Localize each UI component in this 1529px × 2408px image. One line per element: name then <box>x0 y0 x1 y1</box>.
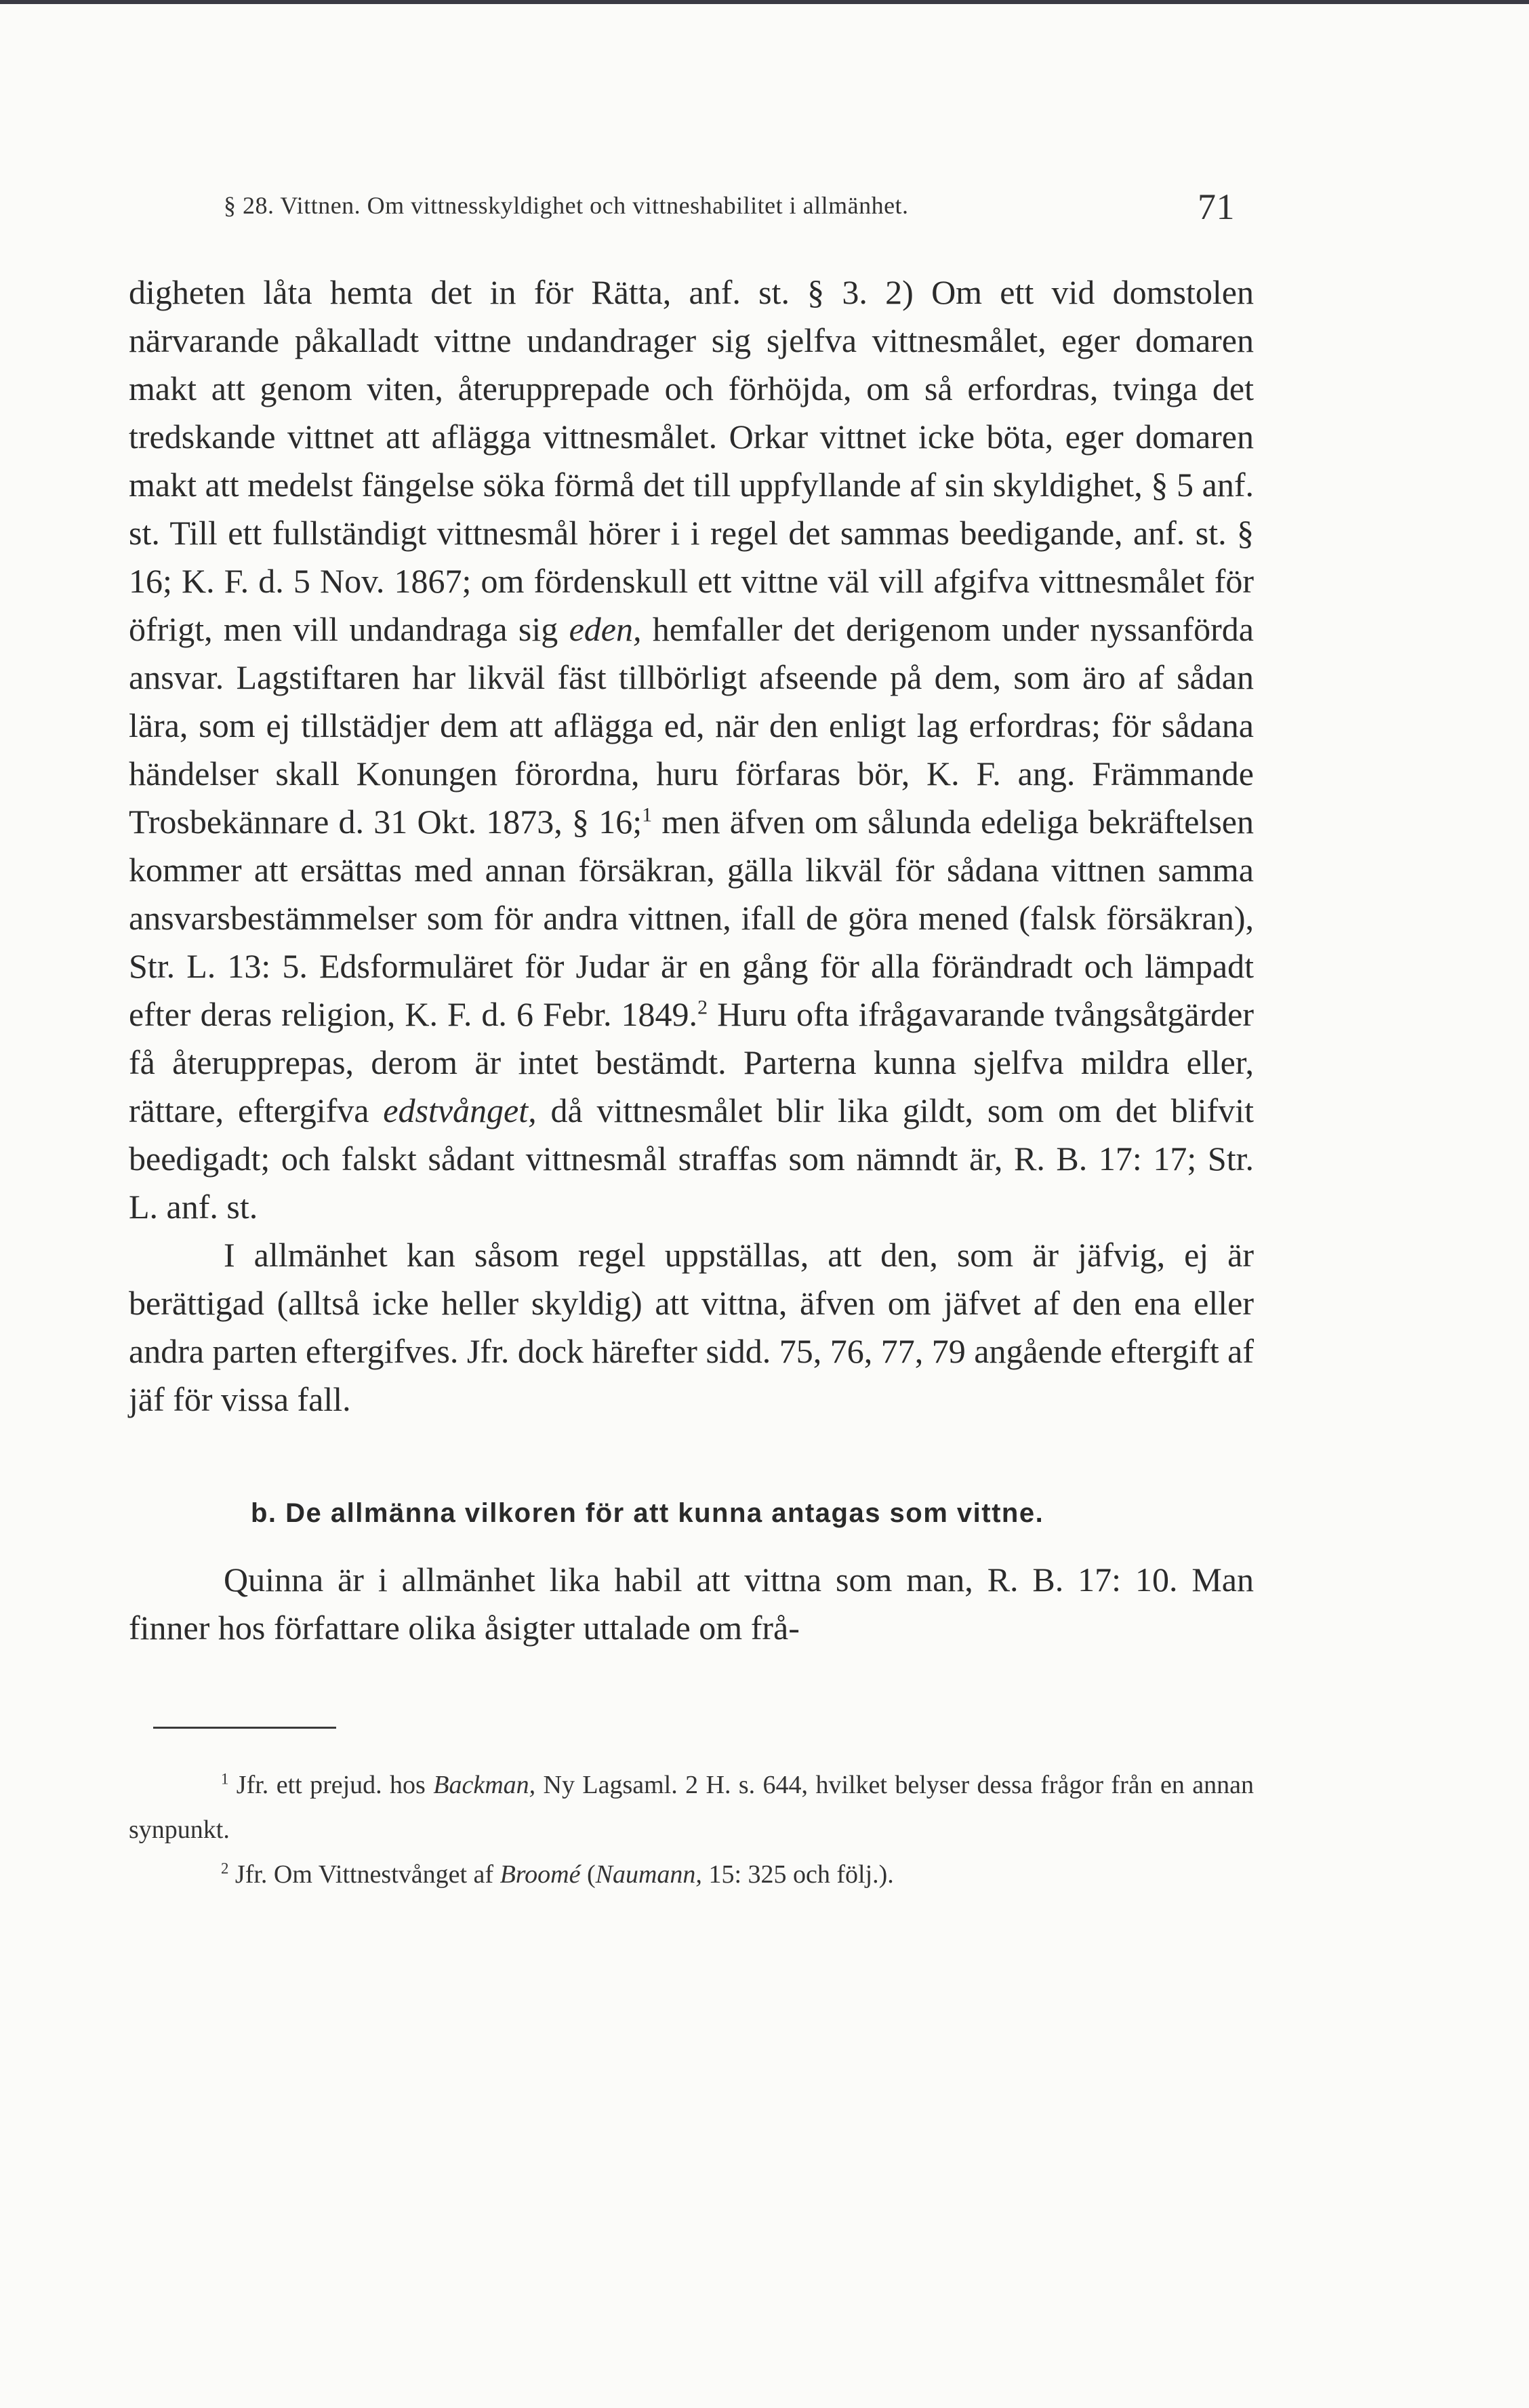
page-number: 71 <box>1198 186 1235 227</box>
text-segment: men äfven om sålunda edeliga bekräftelsen kommer att ersättas med annan försäkran, gälla likväl för sådana vittnen samma ansvarsbestämmelser som för andra vittnen, ifall de göra mened (falsk försäkran), Str. L. 13: 5. Edsformuläret för Judar är en gång för alla förändradt och lämpadt efter deras religion, K. F. d. 6 Febr. 1849. <box>129 803 1254 1033</box>
running-head-title: § 28. Vittnen. Om vittnesskyldighet och vittneshabilitet i allmänhet. <box>224 192 909 219</box>
text-segment: då vittnesmålet blir lika gildt, som om det blifvit beedigadt; och falskt sådant vittnesmål straffas som nämndt är, R. B. 17: 17; Str. L. anf. st. <box>129 1091 1254 1226</box>
emphasis-text: edstvånget, <box>383 1091 537 1129</box>
book-page <box>129 183 1254 1897</box>
footnote <box>129 1763 1254 1852</box>
footnote-marker: 2 <box>697 996 708 1019</box>
footnote-number: 1 <box>221 1770 229 1788</box>
section-text <box>129 1556 1254 1652</box>
footnotes <box>129 1763 1254 1897</box>
text-segment: hemfaller det derigenom under nyssanförda ansvar. Lagstiftaren har likväl fäst tillbörligt afseende på dem, som äro af sådan lära, som ej tillstädjer dem att aflägga ed, när den enligt lag erfordras; för sådana händelser skall Konungen förordna, huru förfaras bör, K. F. ang. Främmande Trosbekännare d. 31 Okt. 1873, § 16; <box>129 610 1254 841</box>
section-heading: b. De allmänna vilkoren för att kunna antagas som vittne. <box>251 1498 1044 1528</box>
text-segment: I allmänhet kan såsom regel uppställas, att den, som är jäfvig, ej är berättigad (alltså icke heller skyldig) att vittna, äfven om jäfvet af den ena eller andra parten eftergifves. Jfr. dock härefter sidd. 75, 76, 77, 79 angående eftergift af jäf för vissa fall. <box>129 1236 1255 1418</box>
footnote-rule <box>153 1727 336 1729</box>
footnote-number: 2 <box>221 1860 229 1877</box>
emphasis-text: Broomé <box>500 1860 581 1889</box>
footnote-marker: 1 <box>642 803 653 826</box>
emphasis-text: Backman, <box>433 1771 536 1799</box>
page-top-border <box>0 0 1529 4</box>
main-text <box>129 268 1254 1424</box>
text-segment: Ny Lagsaml. 2 H. s. 644, hvilket belyser dessa frågor från en annan synpunkt. <box>129 1771 1255 1844</box>
emphasis-text: eden, <box>569 610 642 648</box>
running-head <box>129 183 1254 230</box>
footnote <box>129 1852 1254 1897</box>
text-segment: Quinna är i allmänhet lika habil att vittna som man, R. B. 17: 10. Man finner hos författare olika åsigter uttalade om frå- <box>129 1561 1254 1647</box>
text-segment: Jfr. ett prejud. hos <box>228 1771 434 1799</box>
text-segment: ( <box>580 1860 596 1889</box>
emphasis-text: Naumann, <box>595 1860 702 1889</box>
text-segment: Jfr. Om Vittnestvånget af <box>228 1860 500 1889</box>
paragraph <box>129 1556 1254 1652</box>
text-segment: 15: 325 och följ.). <box>701 1860 894 1889</box>
text-segment: Huru ofta ifrågavarande tvångsåtgärder få återupprepas, derom är intet bestämdt. Parterna kunna sjelfva mildra eller, rättare, eftergifva <box>129 995 1254 1129</box>
paragraph <box>129 268 1254 1231</box>
text-segment: digheten låta hemta det in för Rätta, anf. st. § 3. 2) Om ett vid domstolen närvarande påkalladt vittne undandrager sig sjelfva vittnesmålet, eger domaren makt att genom viten, återupprepade och förhöjda, om så erfordras, tvinga det tredskande vittnet att aflägga vittnesmålet. Orkar vittnet icke böta, eger domaren makt att medelst fängelse söka förmå det till uppfyllande af sin skyldighet, § 5 anf. st. Till ett fullständigt vittnesmål hörer i i regel det sammas beedigande, anf. st. § 16; K. F. d. 5 Nov. 1867; om fördenskull ett vittne väl vill afgifva vittnesmålet för öfrigt, men vill undandraga sig <box>129 273 1254 648</box>
paragraph <box>129 1231 1254 1424</box>
